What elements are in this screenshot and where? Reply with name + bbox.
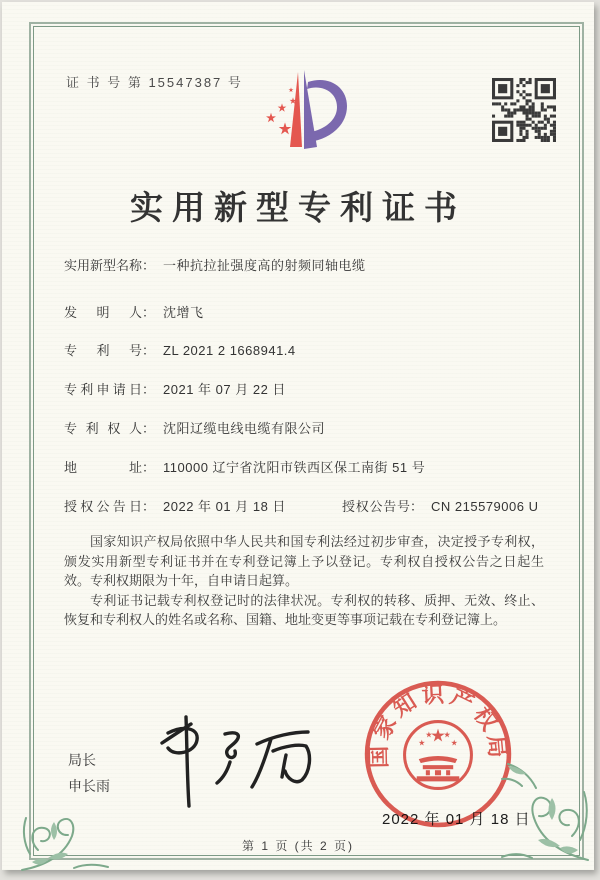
- issue-date: 2022 年 01 月 18 日: [382, 811, 531, 828]
- certificate-number: 证 书 号 第 15547387 号: [66, 75, 243, 90]
- field-label: 授权公告日: [64, 499, 142, 514]
- field-value: 2022 年 01 月 18 日: [163, 499, 286, 514]
- field-colon: ：: [142, 305, 156, 320]
- field-colon: ：: [142, 258, 156, 273]
- field-value: 一种抗拉扯强度高的射频同轴电缆: [163, 258, 366, 273]
- legal-paragraph-2: 专利证书记载专利权登记时的法律状况。专利权的转移、质押、无效、终止、恢复和专利权人的姓名或名称、国籍、地址变更等事项记载在专利登记簿上。: [64, 593, 544, 628]
- signer-name: 申长雨: [68, 778, 110, 794]
- page-number: 第 1 页 (共 2 页): [241, 839, 354, 853]
- national-emblem-icon: [405, 722, 472, 789]
- seal-text: 国家知识产权局: [366, 681, 511, 769]
- field-label: 专利号: [64, 343, 142, 358]
- field-label: 地址: [64, 460, 142, 475]
- field-label: 实用新型名称: [64, 258, 143, 273]
- field-colon: ：: [142, 460, 156, 475]
- field-label: 专利申请日: [64, 382, 142, 397]
- field-grant-number: [342, 499, 538, 515]
- svg-text:国家知识产权局: [366, 682, 510, 769]
- field-patent-number: [64, 343, 564, 359]
- field-label: 授权公告号: [342, 499, 410, 514]
- certificate-title: 实用新型专利证书: [130, 188, 466, 227]
- field-colon: ：: [142, 499, 156, 514]
- field-label: 专利权人: [64, 421, 142, 436]
- field-value: 110000 辽宁省沈阳市铁西区保工南街 51 号: [163, 460, 426, 475]
- field-utility-model-name: [64, 258, 564, 274]
- field-value: CN 215579006 U: [431, 499, 539, 514]
- legal-paragraph-1: 国家知识产权局依照中华人民共和国专利法经过初步审查，决定授予专利权，颁发实用新型专利证书并在专利登记簿上予以登记。专利权自授权公告之日起生效。专利权期限为十年，自申请日起算。: [64, 535, 544, 589]
- field-label: 发明人: [64, 305, 142, 320]
- official-seal: [362, 678, 514, 830]
- field-colon: ：: [410, 499, 424, 514]
- signature-handwriting: [147, 710, 327, 810]
- cnipa-logo-icon: [252, 68, 352, 156]
- certificate-page: [2, 2, 594, 870]
- field-value: 沈阳辽缆电线电缆有限公司: [163, 421, 326, 436]
- field-inventor: [64, 305, 564, 321]
- field-colon: ：: [142, 421, 156, 436]
- field-colon: ：: [142, 343, 156, 358]
- field-colon: ：: [142, 382, 156, 397]
- floral-ornament-bottom-left-icon: [18, 788, 110, 874]
- signer-title: 局长: [68, 752, 96, 768]
- field-filing-date: [64, 382, 564, 398]
- legal-text: [64, 533, 544, 631]
- field-value: 沈增飞: [163, 305, 204, 320]
- field-patentee: [64, 421, 564, 437]
- field-address: [64, 460, 564, 476]
- qr-code: [492, 78, 556, 142]
- field-value: ZL 2021 2 1668941.4: [163, 343, 296, 358]
- field-value: 2021 年 07 月 22 日: [163, 382, 286, 397]
- field-grant-date: [64, 499, 564, 515]
